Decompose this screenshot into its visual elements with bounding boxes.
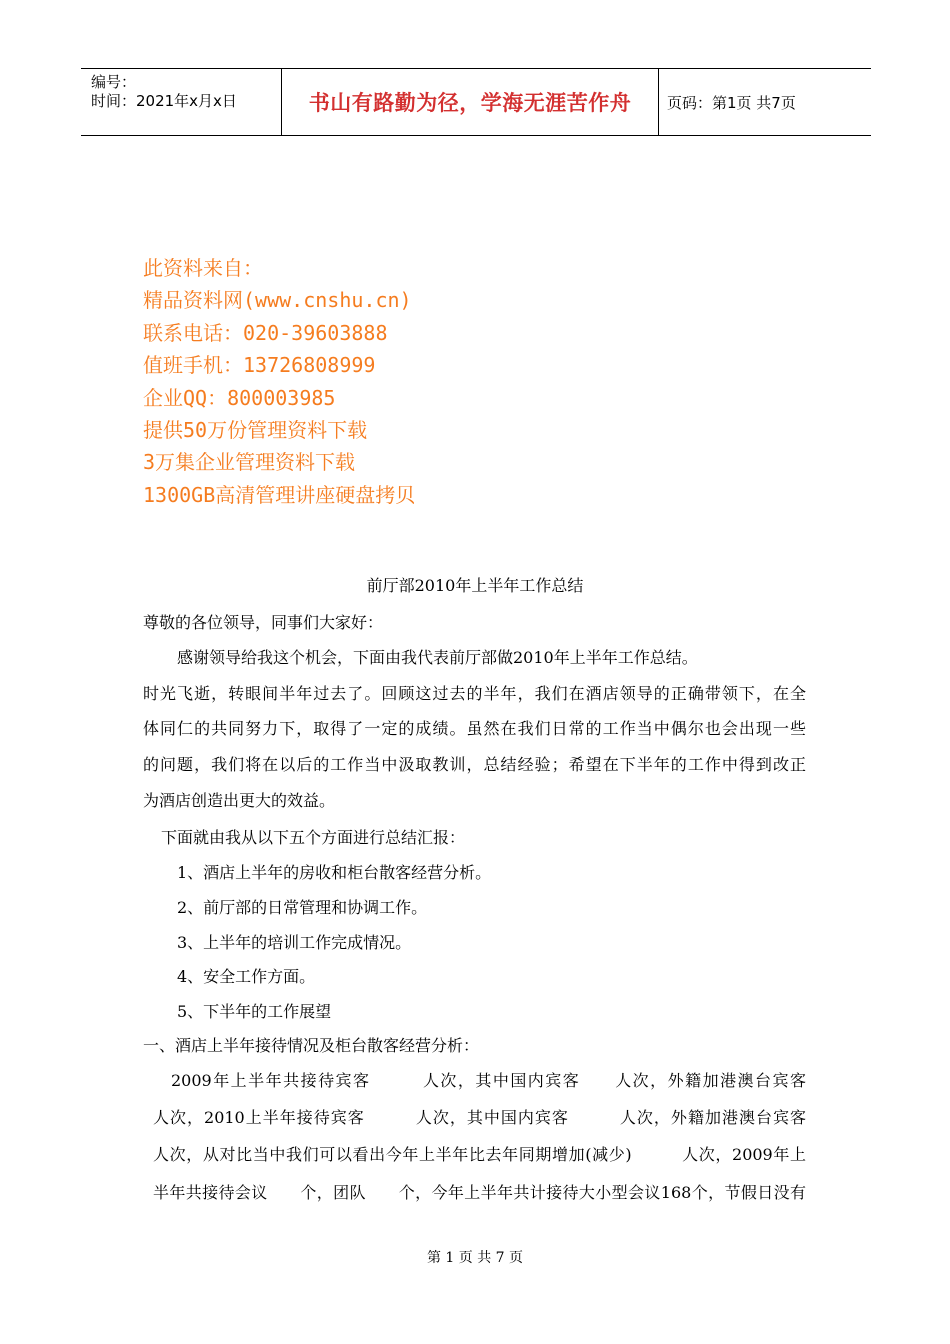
- section-line: 半年共接待会议 个，团队 个，今年上半年共计接待大小型会议168个，节假日没有: [153, 1183, 806, 1202]
- list-item: 5、下半年的工作展望: [177, 1002, 332, 1021]
- section-line: 人次，2010上半年接待宾客 人次，其中国内宾客 人次，外籍加港澳台宾客: [153, 1108, 806, 1127]
- document-time-label: 时间：2021年x月x日: [91, 92, 237, 110]
- ad-line: 值班手机：13726808999: [143, 353, 376, 378]
- ad-line: 精品资料网(www.cnshu.cn): [143, 288, 412, 313]
- list-item: 4、安全工作方面。: [177, 967, 316, 986]
- paragraph-line: 时光飞逝，转眼间半年过去了。回顾这过去的半年，我们在酒店领导的正确带领下，在全: [143, 684, 806, 703]
- ad-line: 此资料来自：: [143, 256, 263, 280]
- section-heading: 一、酒店上半年接待情况及柜台散客经营分析：: [143, 1036, 480, 1055]
- header-page-info: 页码：第1页 共7页: [667, 93, 796, 112]
- paragraph-line: 体同仁的共同努力下，取得了一定的成绩。虽然在我们日常的工作当中偶尔也会出现一些: [143, 719, 806, 738]
- list-item: 1、酒店上半年的房收和柜台散客经营分析。: [177, 863, 492, 882]
- intro-paragraph: 感谢领导给我这个机会，下面由我代表前厅部做2010年上半年工作总结。: [177, 648, 698, 667]
- ad-line: 3万集企业管理资料下载: [143, 450, 356, 475]
- ad-line: 企业QQ：800003985: [143, 385, 336, 410]
- list-item: 3、上半年的培训工作完成情况。: [177, 933, 412, 952]
- header-meta-cell: [81, 69, 282, 135]
- header-table: [81, 68, 871, 136]
- ad-line: 提供50万份管理资料下载: [143, 418, 368, 443]
- header-motto: 书山有路勤为径，学海无涯苦作舟: [308, 91, 632, 115]
- document-number-label: 编号：: [91, 73, 137, 91]
- section-line: 人次，从对比当中我们可以看出今年上半年比去年同期增加(减少) 人次，2009年上: [153, 1145, 806, 1164]
- paragraph-line: 为酒店创造出更大的效益。: [143, 791, 336, 810]
- greeting: 尊敬的各位领导，同事们大家好：: [143, 613, 384, 632]
- document-title: 前厅部2010年上半年工作总结: [366, 576, 584, 595]
- ad-line: 1300GB高清管理讲座硬盘拷贝: [143, 482, 416, 507]
- page-footer: 第 1 页 共 7 页: [426, 1250, 524, 1266]
- paragraph-line: 的问题，我们将在以后的工作当中汲取教训，总结经验；希望在下半年的工作中得到改正: [143, 755, 806, 774]
- header-page-cell: [659, 69, 871, 135]
- list-item: 2、前厅部的日常管理和协调工作。: [177, 898, 428, 917]
- source-ad-block: [143, 252, 415, 511]
- header-motto-cell: [282, 69, 659, 135]
- summary-intro: 下面就由我从以下五个方面进行总结汇报：: [161, 828, 466, 847]
- section-line: 2009年上半年共接待宾客 人次，其中国内宾客 人次，外籍加港澳台宾客: [171, 1071, 806, 1090]
- ad-line: 联系电话：020-39603888: [143, 320, 388, 345]
